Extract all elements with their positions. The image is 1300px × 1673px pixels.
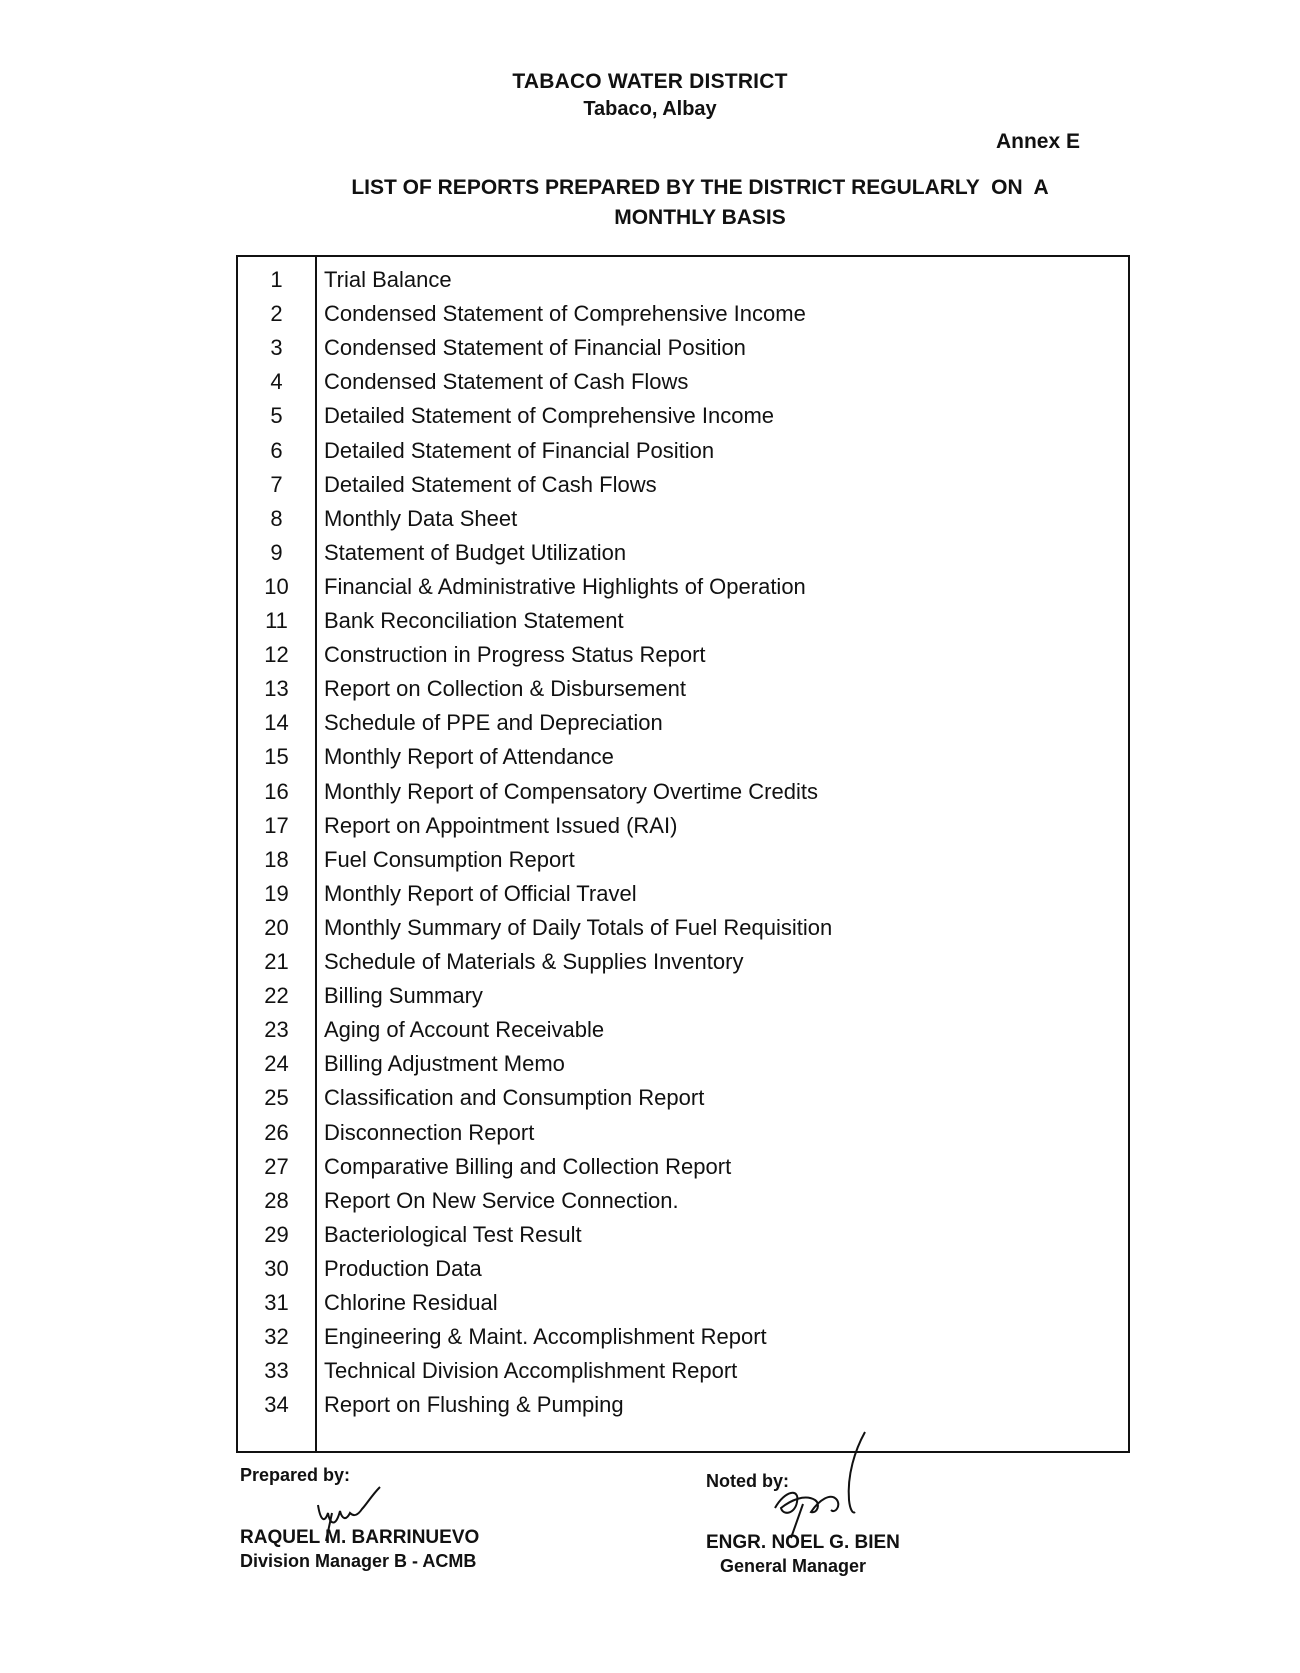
report-title-line1: LIST OF REPORTS PREPARED BY THE DISTRICT REGULARLY ON A	[351, 176, 1049, 199]
report-row	[238, 263, 1128, 297]
prepared-by-name: RAQUEL M. BARRINUEVO	[240, 1527, 480, 1548]
report-name: Monthly Data Sheet	[324, 505, 518, 531]
report-name: Monthly Report of Compensatory Overtime Credits	[324, 778, 818, 804]
org-location: Tabaco, Albay	[583, 98, 717, 120]
report-number: 9	[270, 539, 283, 565]
report-row	[238, 1047, 1128, 1081]
report-name: Statement of Budget Utilization	[324, 539, 627, 565]
report-number: 16	[264, 778, 289, 804]
report-name: Monthly Report of Attendance	[324, 744, 614, 770]
report-number: 19	[264, 880, 289, 906]
report-number: 33	[264, 1358, 289, 1384]
report-name: Detailed Statement of Cash Flows	[324, 471, 657, 497]
report-number: 25	[264, 1085, 289, 1111]
report-row	[238, 1286, 1128, 1320]
report-name: Construction in Progress Status Report	[324, 642, 706, 668]
report-row	[238, 672, 1128, 706]
report-row	[238, 570, 1128, 604]
report-name: Billing Adjustment Memo	[324, 1051, 565, 1077]
report-name: Aging of Account Receivable	[324, 1017, 605, 1043]
report-number: 18	[264, 846, 289, 872]
report-row	[238, 434, 1128, 468]
report-row	[238, 1218, 1128, 1252]
report-name: Trial Balance	[324, 267, 452, 292]
report-number: 29	[264, 1221, 289, 1247]
report-number: 3	[270, 335, 283, 361]
report-number: 23	[264, 1017, 289, 1043]
report-name: Fuel Consumption Report	[324, 846, 575, 872]
report-name: Condensed Statement of Financial Position	[324, 335, 746, 361]
report-number: 4	[270, 369, 283, 395]
report-row	[238, 365, 1128, 399]
report-row	[238, 536, 1128, 570]
org-name: TABACO WATER DISTRICT	[512, 70, 788, 93]
reports-table	[236, 255, 1130, 1453]
report-name: Schedule of Materials & Supplies Inventory	[324, 949, 744, 974]
report-number: 7	[270, 471, 283, 497]
report-number: 26	[264, 1119, 289, 1145]
annex-label: Annex E	[995, 130, 1080, 153]
report-row	[238, 1116, 1128, 1150]
report-number: 17	[264, 812, 289, 838]
report-number: 13	[264, 676, 289, 702]
report-number: 32	[264, 1324, 289, 1350]
report-number: 6	[270, 437, 283, 463]
prepared-by-label: Prepared by:	[240, 1465, 351, 1485]
report-number: 21	[264, 949, 289, 974]
report-name: Bacteriological Test Result	[324, 1221, 582, 1247]
report-name: Condensed Statement of Cash Flows	[324, 369, 689, 395]
report-number: 34	[264, 1392, 289, 1418]
report-number: 28	[264, 1187, 289, 1213]
report-name: Chlorine Residual	[324, 1290, 498, 1315]
report-row	[238, 911, 1128, 945]
report-name: Detailed Statement of Comprehensive Income	[324, 403, 775, 429]
noted-by-label: Noted by:	[706, 1471, 789, 1491]
report-row	[238, 775, 1128, 809]
report-row	[238, 502, 1128, 536]
report-title-line2: MONTHLY BASIS	[614, 206, 786, 229]
report-number: 24	[264, 1051, 289, 1077]
noted-by-signature	[755, 1430, 885, 1540]
report-row	[238, 1252, 1128, 1286]
report-number: 15	[264, 744, 289, 770]
report-number: 8	[270, 505, 283, 531]
report-number: 1	[270, 267, 283, 292]
report-number: 20	[264, 914, 289, 940]
noted-by-position: General Manager	[720, 1556, 867, 1576]
report-number: 30	[264, 1255, 289, 1281]
report-row	[238, 638, 1128, 672]
report-number: 27	[264, 1153, 289, 1179]
report-name: Report on Appointment Issued (RAI)	[324, 812, 678, 838]
report-row	[238, 843, 1128, 877]
report-name: Classification and Consumption Report	[324, 1085, 705, 1111]
report-row	[238, 740, 1128, 774]
report-name: Billing Summary	[324, 983, 483, 1009]
prepared-by-signatory	[240, 1527, 479, 1572]
report-name: Disconnection Report	[324, 1119, 535, 1145]
report-row	[238, 399, 1128, 433]
report-number: 31	[264, 1290, 289, 1315]
report-name: Engineering & Maint. Accomplishment Report	[324, 1324, 767, 1350]
report-row	[238, 331, 1128, 365]
report-row	[238, 297, 1128, 331]
report-name: Report on Flushing & Pumping	[324, 1392, 624, 1418]
report-name: Condensed Statement of Comprehensive Income	[324, 301, 806, 327]
report-title	[300, 173, 1100, 233]
report-row	[238, 468, 1128, 502]
report-number: 14	[264, 710, 289, 736]
report-name: Schedule of PPE and Depreciation	[324, 710, 663, 736]
noted-by-name: ENGR. NOEL G. BIEN	[706, 1532, 900, 1553]
report-row	[238, 809, 1128, 843]
report-row	[238, 1388, 1128, 1422]
report-name: Monthly Report of Official Travel	[324, 880, 637, 906]
report-name: Bank Reconciliation Statement	[324, 608, 624, 633]
report-row	[238, 1320, 1128, 1354]
report-row	[238, 945, 1128, 979]
report-name: Production Data	[324, 1255, 482, 1281]
report-name: Monthly Summary of Daily Totals of Fuel Requisition	[324, 914, 833, 940]
report-row	[238, 706, 1128, 740]
report-row	[238, 979, 1128, 1013]
noted-by-signatory	[706, 1532, 900, 1577]
report-row	[238, 1354, 1128, 1388]
report-row	[238, 1081, 1128, 1115]
report-number: 5	[270, 403, 283, 429]
prepared-by-position: Division Manager B - ACMB	[240, 1551, 477, 1571]
report-number: 10	[264, 573, 289, 599]
report-row	[238, 877, 1128, 911]
report-row	[238, 1184, 1128, 1218]
report-name: Technical Division Accomplishment Report	[324, 1358, 738, 1384]
report-row	[238, 604, 1128, 638]
report-name: Report On New Service Connection.	[324, 1187, 679, 1213]
report-row	[238, 1150, 1128, 1184]
report-number: 12	[264, 642, 289, 668]
report-name: Report on Collection & Disbursement	[324, 676, 686, 702]
report-name: Financial & Administrative Highlights of Operation	[324, 573, 806, 599]
report-name: Detailed Statement of Financial Position	[324, 437, 715, 463]
report-number: 2	[270, 301, 283, 327]
report-number: 22	[264, 983, 289, 1009]
report-name: Comparative Billing and Collection Report	[324, 1153, 732, 1179]
report-number: 11	[265, 608, 288, 633]
report-row	[238, 1013, 1128, 1047]
